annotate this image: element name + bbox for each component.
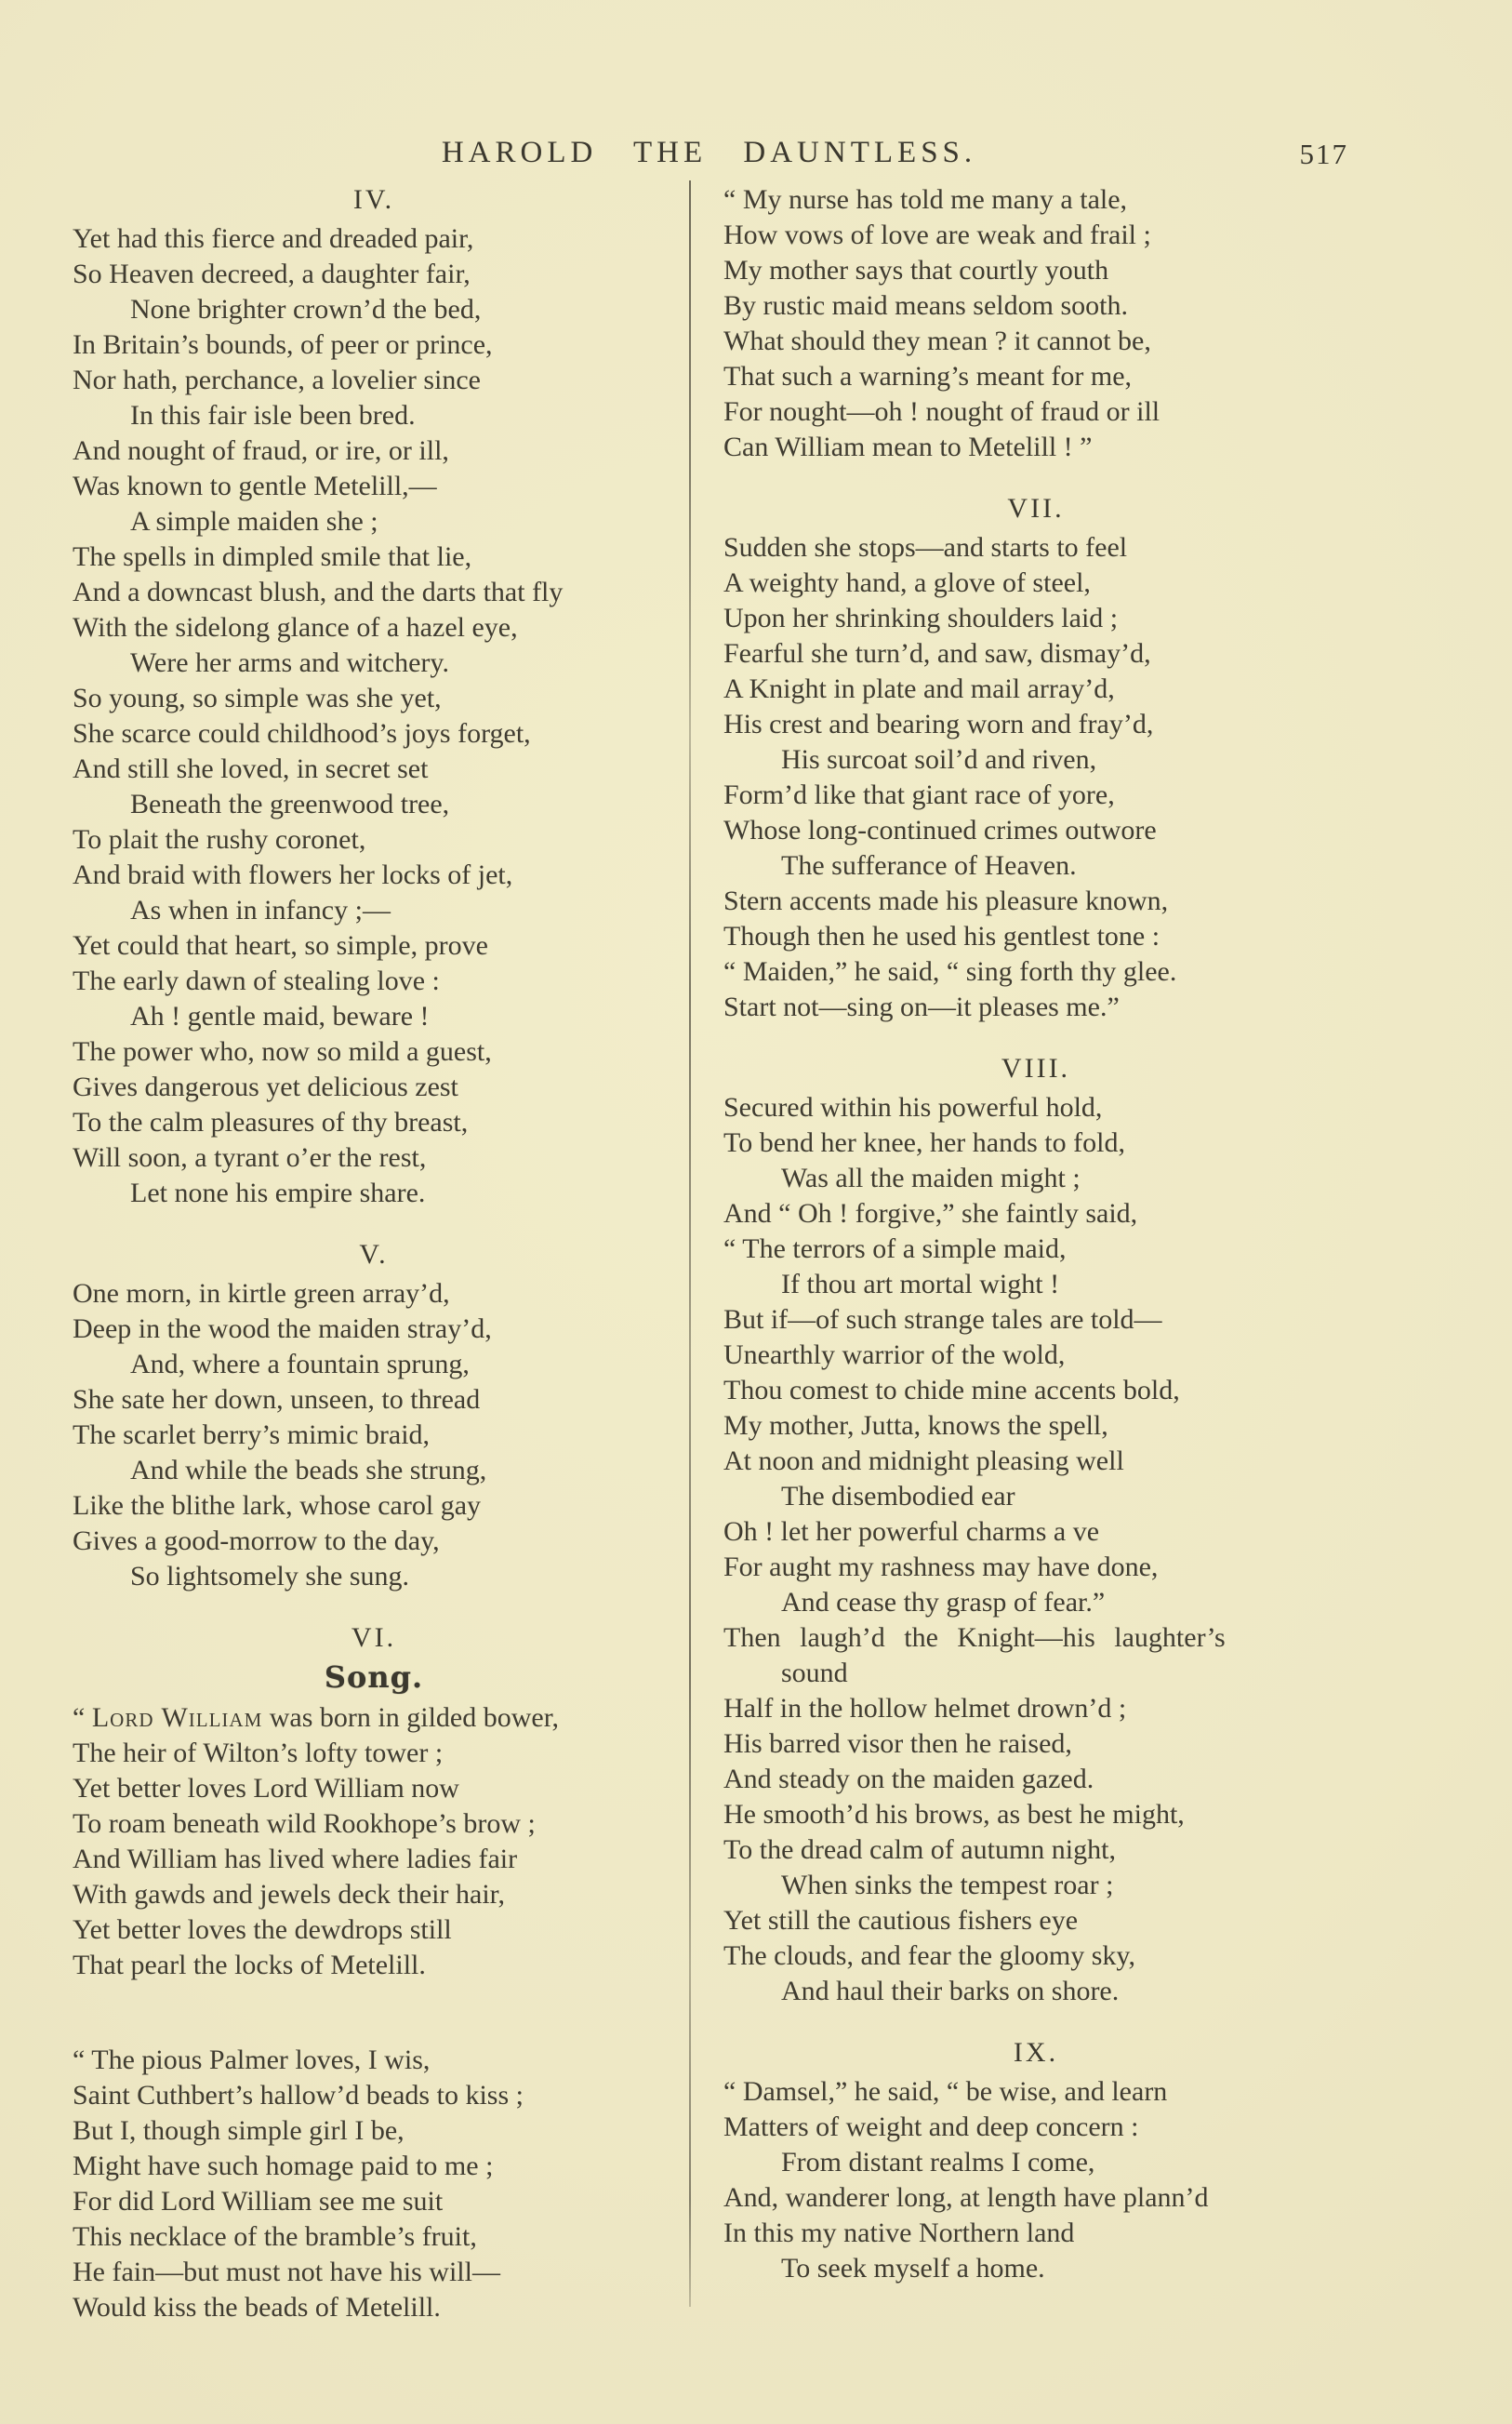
song-heading: Song. [324,1659,424,1695]
stanza-heading: IV. [352,184,395,215]
poem-line: But if—of such strange tales are told— [723,1304,1162,1335]
page-number: 517 [1299,138,1348,170]
poem-line: Will soon, a tyrant o’er the rest, [73,1142,427,1173]
poem-line: That such a warning’s meant for me, [723,361,1133,392]
poem-line: Though then he used his gentlest tone : [723,921,1161,952]
poem-line: Half in the hollow helmet drown’d ; [723,1693,1127,1724]
poem-line: He smooth’d his brows, as best he might, [723,1799,1185,1830]
poem-line: Fearful she turn’d, and saw, dismay’d, [723,638,1151,669]
poem-line: This necklace of the bramble’s fruit, [73,2221,477,2252]
poem-line: His surcoat soil’d and riven, [781,744,1097,775]
poem-line: Were her arms and witchery. [130,647,449,678]
poem-line: With the sidelong glance of a hazel eye, [73,612,518,643]
poem-line: Then laugh’d the Knight—his laughter’s [723,1622,1226,1653]
stanza-heading: IX. [1013,2037,1059,2068]
column-divider-rule [689,180,691,2307]
poem-line: And nought of fraud, or ire, or ill, [73,435,449,466]
poem-line: Yet had this fierce and dreaded pair, [73,223,474,254]
poem-line: Stern accents made his pleasure known, [723,886,1169,916]
poem-line: Matters of weight and deep concern : [723,2111,1139,2142]
poem-line: With gawds and jewels deck their hair, [73,1879,505,1910]
poem-line: The early dawn of stealing love : [73,966,440,996]
poem-line: To bend her knee, her hands to fold, [723,1127,1125,1158]
poem-line: “ Maiden,” he said, “ sing forth thy glee. [723,956,1177,987]
poem-line: Deep in the wood the maiden stray’d, [73,1313,492,1344]
poem-line: What should they mean ? it cannot be, [723,326,1151,356]
poem-line: But I, though simple girl I be, [73,2115,405,2146]
poem-line: By rustic maid means seldom sooth. [723,290,1128,321]
poem-line: “ Damsel,” he said, “ be wise, and learn [723,2076,1168,2107]
stanza-heading: VII. [1007,493,1065,524]
poem-line: To the calm pleasures of thy breast, [73,1107,469,1138]
poem-column-right [723,182,1348,2286]
poem-line: Unearthly warrior of the wold, [723,1339,1066,1370]
poem-line: In this my native Northern land [723,2218,1075,2248]
poem-line: A simple maiden she ; [130,506,378,537]
poem-line: And “ Oh ! forgive,” she faintly said, [723,1198,1138,1229]
page-header [70,136,1348,177]
poem-line: And a downcast blush, and the darts that fly [73,577,564,607]
poem-line: And while the beads she strung, [130,1455,487,1485]
poem-line: That pearl the locks of Metelill. [73,1950,426,1980]
poem-line: Thou comest to chide mine accents bold, [723,1375,1180,1405]
poem-line: So Heaven decreed, a daughter fair, [73,259,471,289]
poem-line: Yet still the cautious fishers eye [723,1905,1079,1936]
poem-line: At noon and midnight pleasing well [723,1445,1124,1476]
poem-line: “ Lord William was born in gilded bower, [73,1702,559,1733]
poem-line: And still she loved, in secret set [73,753,429,784]
stanza-gap [73,1983,675,2043]
poem-line: She scarce could childhood’s joys forget, [73,718,531,749]
poem-line: How vows of love are weak and frail ; [723,220,1151,250]
poem-line: Like the blithe lark, whose carol gay [73,1490,482,1521]
poem-line: Was all the maiden might ; [781,1163,1081,1193]
stanza-heading: VIII. [1001,1053,1071,1084]
stanza-heading: VI. [351,1622,397,1653]
poem-line: Would kiss the beads of Metelill. [73,2292,441,2323]
poem-line: For nought—oh ! nought of fraud or ill [723,396,1161,427]
poem-line: In Britain’s bounds, of peer or prince, [73,329,493,360]
poem-line: And cease thy grasp of fear.” [781,1587,1106,1618]
poem-line: The clouds, and fear the gloomy sky, [723,1940,1135,1971]
poem-line: And, wanderer long, at length have plann’d [723,2182,1209,2213]
poem-line: For aught my rashness may have done, [723,1552,1159,1582]
poem-line: To seek myself a home. [781,2253,1045,2284]
poem-line: sound [781,1658,848,1688]
poem-line: In this fair isle been bred. [130,400,416,431]
poem-line: Nor hath, perchance, a lovelier since [73,365,481,395]
poem-line: To roam beneath wild Rookhope’s brow ; [73,1808,536,1839]
poem-column-left [73,182,675,2325]
poem-line: Might have such homage paid to me ; [73,2151,494,2181]
poem-line: For did Lord William see me suit [73,2186,444,2217]
poem-line: Was known to gentle Metelill,— [73,471,437,501]
poem-line: A Knight in plate and mail array’d, [723,673,1115,704]
poem-line: The spells in dimpled smile that lie, [73,541,472,572]
poem-line: Form’d like that giant race of yore, [723,779,1115,810]
running-title: HAROLD THE DAUNTLESS. [441,136,977,169]
poem-line: “ The terrors of a simple maid, [723,1233,1067,1264]
poem-line: My mother says that courtly youth [723,255,1109,286]
poem-line: When sinks the tempest roar ; [781,1870,1114,1900]
poem-line: Saint Cuthbert’s hallow’d beads to kiss ; [73,2080,524,2111]
poem-line: Can William mean to Metelill ! ” [723,432,1093,462]
poem-line: The sufferance of Heaven. [781,850,1077,881]
poem-line: Sudden she stops—and starts to feel [723,532,1128,563]
poem-line: The disembodied ear [781,1481,1015,1512]
poem-line: My mother, Jutta, knows the spell, [723,1410,1108,1441]
poem-line: His crest and bearing worn and fray’d, [723,709,1154,739]
poem-line: And braid with flowers her locks of jet, [73,859,513,890]
poem-line: To the dread calm of autumn night, [723,1834,1116,1865]
poem-line: The power who, now so mild a guest, [73,1036,492,1067]
poem-line: And haul their barks on shore. [781,1976,1120,2006]
poem-line: As when in infancy ;— [130,895,391,926]
poem-line: “ The pious Palmer loves, I wis, [73,2044,431,2075]
poem-line: Yet could that heart, so simple, prove [73,930,488,961]
poem-line: Gives a good-morrow to the day, [73,1525,440,1556]
poem-line: The scarlet berry’s mimic braid, [73,1419,431,1450]
poem-line: And, where a fountain sprung, [130,1349,470,1379]
poem-line: Let none his empire share. [130,1178,426,1208]
poem-line: Yet better loves the dewdrops still [73,1914,452,1945]
poem-line: So young, so simple was she yet, [73,683,442,713]
poem-line: She sate her down, unseen, to thread [73,1384,481,1415]
poem-line: “ My nurse has told me many a tale, [723,184,1128,215]
small-caps-name: Lord William [91,1702,263,1733]
poem-line: Gives dangerous yet delicious zest [73,1072,458,1102]
poem-line: If thou art mortal wight ! [781,1269,1060,1299]
poem-line: From distant realms I come, [781,2147,1095,2178]
poem-line: Upon her shrinking shoulders laid ; [723,603,1119,633]
poem-line: To plait the rushy coronet, [73,824,366,855]
poem-line: So lightsomely she sung. [130,1561,410,1592]
poem-line: And steady on the maiden gazed. [723,1764,1094,1794]
poem-line: One morn, in kirtle green array’d, [73,1278,450,1309]
poem-line: He fain—but must not have his will— [73,2257,500,2287]
poem-line: None brighter crown’d the bed, [130,294,482,325]
poem-line: Secured within his powerful hold, [723,1092,1103,1123]
poem-line: Start not—sing on—it pleases me.” [723,992,1120,1022]
poem-line: A weighty hand, a glove of steel, [723,567,1091,598]
poem-line: The heir of Wilton’s lofty tower ; [73,1738,444,1768]
poem-line: His barred visor then he raised, [723,1728,1072,1759]
poem-line: Oh ! let her powerful charms a ve [723,1516,1100,1547]
poem-line: Yet better loves Lord William now [73,1773,459,1804]
poem-line: Whose long-continued crimes outwore [723,815,1157,846]
poem-line: And William has lived where ladies fair [73,1844,518,1874]
poem-line: Ah ! gentle maid, beware ! [130,1001,430,1032]
poem-line: Beneath the greenwood tree, [130,789,450,819]
stanza-heading: V. [359,1239,389,1270]
